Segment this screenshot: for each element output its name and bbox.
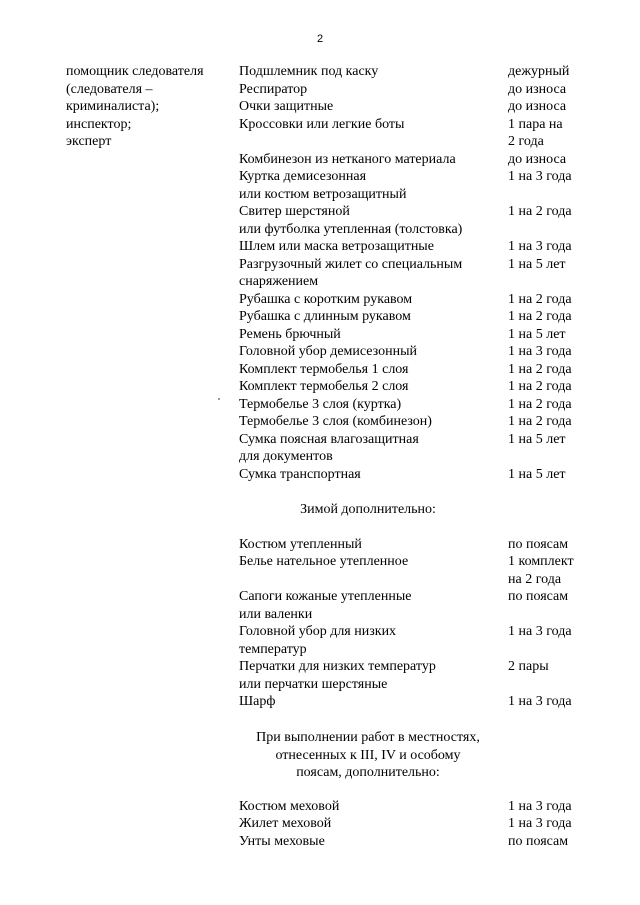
issue-norm-line: 1 на 2 года [508, 291, 572, 307]
issue-norm [508, 588, 568, 606]
issue-norm-line: дежурный [508, 64, 570, 79]
item-name-line: или футболка утепленная (толстовка) [239, 221, 463, 237]
issue-norm [508, 361, 572, 379]
page-number: 2 [316, 33, 324, 45]
item-name-line: или валенки [239, 606, 313, 622]
item-name-line: Комплект термобелья 1 слоя [239, 361, 409, 377]
item-name [239, 308, 411, 326]
issue-norm [508, 431, 566, 449]
issue-norm-line: 1 на 3 года [508, 624, 572, 639]
winter-heading-line: Зимой дополнительно: [300, 502, 436, 517]
issue-norm [508, 815, 572, 833]
item-name-line: Сумка транспортная [239, 466, 361, 482]
item-name [239, 168, 406, 203]
item-name [239, 63, 378, 81]
issue-norm-line: 1 на 3 года [508, 239, 572, 254]
issue-norm [508, 623, 572, 641]
item-name [239, 833, 325, 851]
issue-norm [508, 168, 572, 186]
item-name-line: Сумка поясная влагозащитная [239, 431, 419, 447]
issue-norm [508, 238, 572, 256]
issue-norm-line: по поясам [508, 833, 569, 849]
issue-norm [508, 378, 572, 396]
issue-norm [508, 63, 569, 81]
item-name [239, 536, 362, 554]
item-name-line: для документов [239, 449, 333, 464]
issue-norm-line: 2 пары [508, 659, 549, 674]
issue-norm-line: до износа [508, 81, 567, 97]
issue-norm-line: до износа [508, 99, 567, 114]
position-line: криминалиста); [66, 99, 160, 114]
item-name-line: или костюм ветрозащитный [239, 186, 407, 202]
item-name-line: Рубашка с коротким рукавом [239, 291, 413, 307]
issue-norm [508, 308, 572, 326]
item-name-line: или перчатки шерстяные [239, 676, 388, 692]
item-name [239, 588, 411, 623]
issue-norm [508, 553, 574, 588]
item-name-line: Разгрузочный жилет со специальным [239, 256, 463, 272]
item-name-line: Жилет меховой [239, 816, 332, 831]
issue-norm-line: 1 на 2 года [508, 204, 572, 219]
item-name-line: Костюм меховой [239, 798, 340, 814]
item-name [239, 256, 462, 291]
item-name-line: Головной убор демисезонный [239, 344, 417, 359]
item-name [239, 693, 275, 711]
issue-norm [508, 256, 566, 274]
position-line: помощник следователя [66, 64, 204, 79]
zones-heading-line: поясам, дополнительно: [296, 765, 440, 780]
item-name [239, 326, 341, 344]
issue-norm [508, 466, 566, 484]
item-name [239, 151, 456, 169]
item-name [239, 798, 339, 816]
item-name-line: Термобелье 3 слоя (комбинезон) [239, 414, 432, 429]
item-name [239, 413, 432, 431]
issue-norm [508, 798, 572, 816]
scan-speck [218, 398, 220, 400]
issue-norm [508, 151, 566, 169]
item-name-line: Рубашка с длинным рукавом [239, 309, 411, 324]
item-name [239, 238, 434, 256]
item-name-line: Сапоги кожаные утепленные [239, 589, 412, 604]
winter-heading [232, 501, 504, 519]
issue-norm [508, 833, 568, 851]
item-name-line: Куртка демисезонная [239, 169, 367, 184]
issue-norm [508, 693, 572, 711]
item-name [239, 81, 307, 99]
item-name [239, 396, 401, 414]
item-name [239, 815, 331, 833]
item-name-line: Комбинезон из нетканого материала [239, 151, 456, 167]
item-name-line: Респиратор [239, 81, 308, 97]
item-name-line: Шарф [239, 694, 276, 709]
item-name-line: температур [239, 641, 307, 657]
item-name [239, 378, 408, 396]
item-name [239, 98, 333, 116]
issue-norm [508, 396, 572, 414]
issue-norm-line: по поясам [508, 536, 569, 552]
issue-norm-line: 1 на 3 года [508, 694, 572, 709]
item-name [239, 116, 404, 134]
issue-norm [508, 658, 549, 676]
issue-norm-line: 1 на 2 года [508, 396, 572, 412]
issue-norm [508, 536, 568, 554]
item-name [239, 203, 462, 238]
item-name-line: Унты меховые [239, 833, 325, 849]
issue-norm [508, 413, 572, 431]
item-name [239, 623, 396, 658]
issue-norm [508, 291, 572, 309]
zones-heading-line: При выполнении работ в местностях, [256, 730, 480, 745]
issue-norm-line: 2 года [508, 134, 544, 149]
issue-norm-line: 1 на 2 года [508, 379, 572, 394]
item-name [239, 431, 419, 466]
issue-norm-line: 1 на 5 лет [508, 466, 566, 482]
item-name-line: Комплект термобелья 2 слоя [239, 379, 409, 394]
issue-norm [508, 116, 563, 151]
item-name-line: Термобелье 3 слоя (куртка) [239, 396, 402, 412]
issue-norm [508, 326, 566, 344]
issue-norm-line: 1 на 3 года [508, 816, 572, 831]
zones-heading [232, 729, 504, 782]
position-line: эксперт [66, 134, 112, 149]
item-name [239, 361, 408, 379]
issue-norm-line: 1 на 3 года [508, 169, 572, 184]
item-name-line: снаряжением [239, 274, 319, 289]
issue-norm-line: 1 на 2 года [508, 361, 572, 377]
issue-norm-line: 1 на 2 года [508, 414, 572, 429]
item-name-line: Белье нательное утепленное [239, 554, 409, 569]
item-name [239, 553, 408, 571]
issue-norm-line: 1 на 5 лет [508, 326, 566, 342]
position-list [66, 63, 204, 151]
issue-norm [508, 98, 566, 116]
item-name-line: Костюм утепленный [239, 536, 362, 552]
item-name-line: Головной убор для низких [239, 624, 397, 639]
issue-norm [508, 81, 566, 99]
issue-norm-line: 1 пара на [508, 116, 563, 132]
item-name [239, 466, 361, 484]
item-name-line: Шлем или маска ветрозащитные [239, 239, 434, 254]
issue-norm-line: на 2 года [508, 571, 562, 587]
item-name-line: Перчатки для низких температур [239, 659, 436, 674]
issue-norm-line: 1 на 5 лет [508, 256, 566, 272]
issue-norm-line: 1 на 3 года [508, 344, 572, 359]
item-name [239, 658, 436, 693]
item-name-line: Очки защитные [239, 99, 334, 114]
item-name [239, 343, 417, 361]
issue-norm-line: 1 на 5 лет [508, 431, 566, 447]
item-name-line: Подшлемник под каску [239, 64, 379, 79]
position-line: (следователя – [66, 81, 153, 97]
item-name [239, 291, 412, 309]
issue-norm-line: 1 на 3 года [508, 798, 572, 814]
issue-norm-line: по поясам [508, 589, 569, 604]
issue-norm-line: до износа [508, 151, 567, 167]
issue-norm-line: 1 на 2 года [508, 309, 572, 324]
item-name-line: Кроссовки или легкие боты [239, 116, 405, 132]
issue-norm-line: 1 комплект [508, 554, 574, 569]
position-line: инспектор; [66, 116, 132, 132]
issue-norm [508, 203, 572, 221]
item-name-line: Свитер шерстяной [239, 204, 350, 219]
zones-heading-line: отнесенных к III, IV и особому [275, 747, 461, 763]
issue-norm [508, 343, 572, 361]
item-name-line: Ремень брючный [239, 326, 341, 342]
